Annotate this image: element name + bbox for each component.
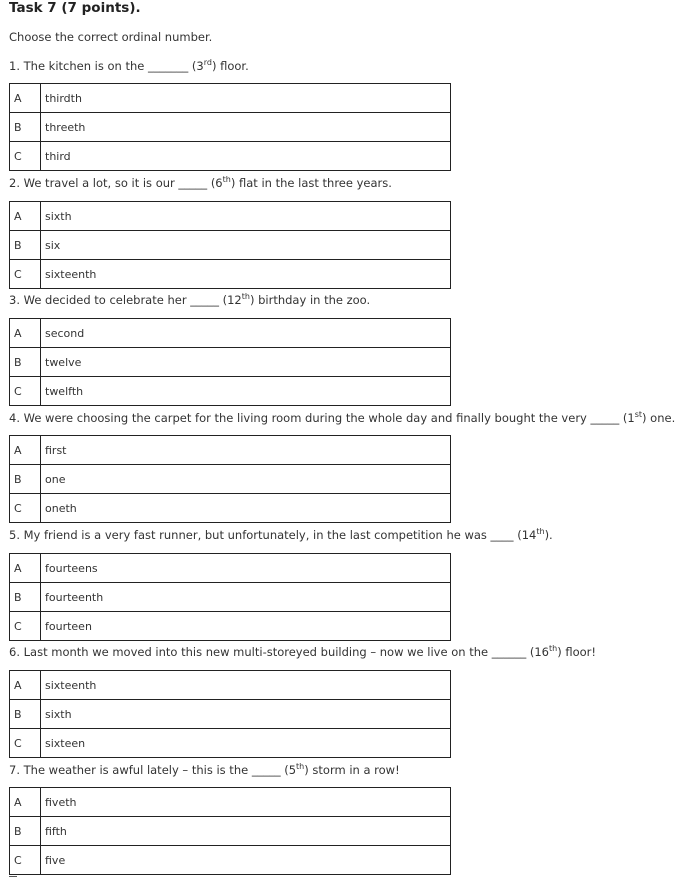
option-text: fourteenth	[41, 583, 451, 612]
option-text: sixteenth	[41, 260, 451, 289]
options-table-4	[9, 435, 451, 523]
option-row[interactable]	[10, 465, 451, 494]
option-letter: C	[10, 494, 41, 523]
option-text: fourteen	[41, 612, 451, 641]
question-3: 3. We decided to celebrate her _____ (12th) birthday in the zoo.	[9, 292, 371, 307]
option-text: twelve	[41, 348, 451, 377]
option-row[interactable]	[10, 377, 451, 406]
options-table-7	[9, 787, 451, 875]
option-row[interactable]	[10, 348, 451, 377]
options-table-1	[9, 83, 451, 171]
option-letter: A	[10, 319, 41, 348]
option-text: sixth	[41, 700, 451, 729]
option-row[interactable]	[10, 319, 451, 348]
options-table-3	[9, 318, 451, 406]
option-text: threeth	[41, 113, 451, 142]
option-text: six	[41, 231, 451, 260]
option-letter: B	[10, 583, 41, 612]
option-row[interactable]	[10, 583, 451, 612]
option-text: sixteen	[41, 729, 451, 758]
option-letter: B	[10, 113, 41, 142]
option-row[interactable]	[10, 436, 451, 465]
options-table-6	[9, 670, 451, 758]
option-letter: A	[10, 202, 41, 231]
option-letter: C	[10, 260, 41, 289]
option-letter: A	[10, 554, 41, 583]
option-row[interactable]	[10, 729, 451, 758]
question-6: 6. Last month we moved into this new multi-storeyed building – now we live on the ______ (16th) floor!	[9, 644, 597, 659]
option-letter: C	[10, 377, 41, 406]
question-5: 5. My friend is a very fast runner, but unfortunately, in the last competition he was ____ (14th).	[9, 527, 553, 542]
option-row[interactable]	[10, 817, 451, 846]
option-text: thirdth	[41, 84, 451, 113]
option-row[interactable]	[10, 700, 451, 729]
option-text: second	[41, 319, 451, 348]
option-letter: C	[10, 612, 41, 641]
option-row[interactable]	[10, 554, 451, 583]
option-row[interactable]	[10, 788, 451, 817]
option-text: fiveth	[41, 788, 451, 817]
option-letter: B	[10, 465, 41, 494]
question-7: 7. The weather is awful lately – this is the _____ (5th) storm in a row!	[9, 762, 400, 777]
option-text: fourteens	[41, 554, 451, 583]
option-text: one	[41, 465, 451, 494]
options-table-5	[9, 553, 451, 641]
option-letter: B	[10, 348, 41, 377]
option-letter: A	[10, 671, 41, 700]
option-letter: B	[10, 817, 41, 846]
option-text: twelfth	[41, 377, 451, 406]
option-letter: B	[10, 231, 41, 260]
option-letter: B	[10, 700, 41, 729]
option-row[interactable]	[10, 846, 451, 875]
option-row[interactable]	[10, 260, 451, 289]
option-letter: C	[10, 729, 41, 758]
option-letter: C	[10, 846, 41, 875]
option-letter: A	[10, 788, 41, 817]
option-text: fifth	[41, 817, 451, 846]
option-text: first	[41, 436, 451, 465]
option-row[interactable]	[10, 142, 451, 171]
option-text: sixth	[41, 202, 451, 231]
option-row[interactable]	[10, 113, 451, 142]
option-letter: A	[10, 436, 41, 465]
option-row[interactable]	[10, 84, 451, 113]
divider	[9, 876, 17, 877]
option-text: five	[41, 846, 451, 875]
option-row[interactable]	[10, 612, 451, 641]
option-letter: C	[10, 142, 41, 171]
option-letter: A	[10, 84, 41, 113]
question-1: 1. The kitchen is on the _______ (3rd) floor.	[9, 58, 249, 73]
option-row[interactable]	[10, 231, 451, 260]
task-title: Task 7 (7 points).	[9, 0, 141, 16]
options-table-2	[9, 201, 451, 289]
question-4: 4. We were choosing the carpet for the living room during the whole day and finally bought the very _____ (1st) one.	[9, 410, 675, 425]
question-2: 2. We travel a lot, so it is our _____ (6th) flat in the last three years.	[9, 175, 392, 190]
option-text: sixteenth	[41, 671, 451, 700]
task-instruction: Choose the correct ordinal number.	[9, 30, 213, 44]
option-text: third	[41, 142, 451, 171]
option-row[interactable]	[10, 202, 451, 231]
option-text: oneth	[41, 494, 451, 523]
option-row[interactable]	[10, 671, 451, 700]
option-row[interactable]	[10, 494, 451, 523]
